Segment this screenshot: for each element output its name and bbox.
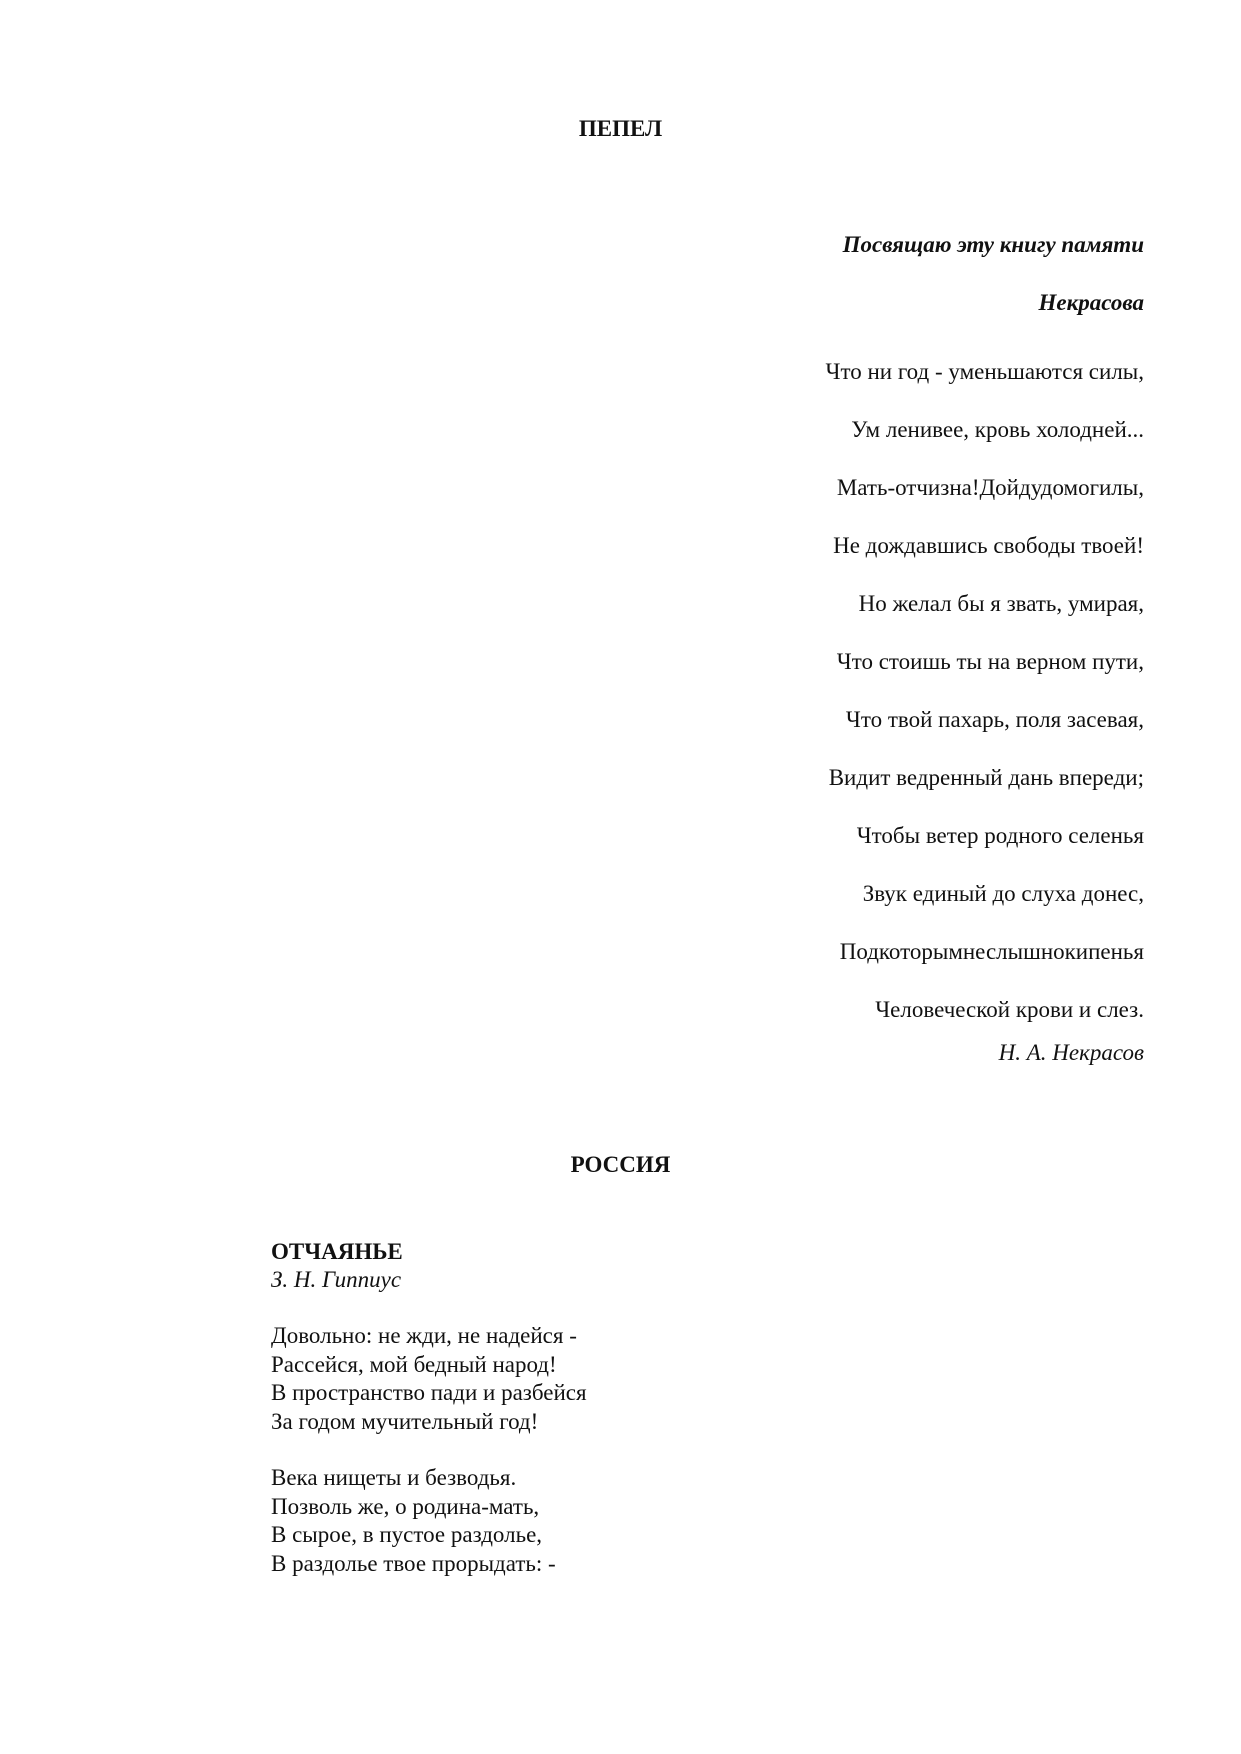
poem-line: В сырое, в пустое раздолье, <box>271 1522 543 1547</box>
epigraph-line: Чтобы ветер родного селенья <box>856 823 1144 848</box>
poem-line: Позволь же, о родина-мать, <box>271 1493 540 1519</box>
epigraph-line: Не дождавшись свободы твоей! <box>833 533 1144 558</box>
poem-line: Рассейся, мой бедный народ! <box>271 1351 557 1377</box>
section-title: РОССИЯ <box>570 1152 671 1177</box>
epigraph-line: Что стоишь ты на верном пути, <box>836 649 1144 674</box>
epigraph <box>826 343 1145 1039</box>
poem-line: За годом мучительный год! <box>271 1408 539 1434</box>
epigraph-line: Ум ленивее, кровь холодней... <box>851 417 1144 442</box>
epigraph-line: Подкоторымнеслышнокипенья <box>839 939 1144 964</box>
epigraph-line: Что твой пахарь, поля засевая, <box>845 707 1144 732</box>
poem-author: З. Н. Гиппиус <box>271 1267 402 1292</box>
epigraph-line: Что ни год - уменьшаются силы, <box>825 359 1144 384</box>
dedication-line-2: Некрасова <box>1038 290 1144 315</box>
epigraph-line: Но желал бы я звать, умирая, <box>858 591 1144 616</box>
stanza <box>271 1464 587 1578</box>
poem-line: В раздолье твое прорыдать: - <box>271 1550 556 1576</box>
stanza <box>271 1322 587 1436</box>
poem-title: ОТЧАЯНЬЕ <box>271 1239 403 1264</box>
poem-line: Века нищеты и безводья. <box>271 1465 517 1490</box>
poem <box>271 1238 587 1578</box>
epigraph-line: Человеческой крови и слез. <box>875 997 1144 1022</box>
epigraph-author: Н. А. Некрасов <box>998 1040 1144 1065</box>
poem-line: Довольно: не жди, не надейся - <box>271 1323 577 1348</box>
book-title: ПЕПЕЛ <box>578 116 663 141</box>
dedication-line-1: Посвящаю эту книгу памяти <box>842 232 1144 257</box>
epigraph-line: Мать-отчизна!Дойдудомогилы, <box>836 475 1144 500</box>
epigraph-line: Видит ведренный дань впереди; <box>828 765 1144 790</box>
poem-line: В пространство пади и разбейся <box>271 1380 587 1405</box>
epigraph-line: Звук единый до слуха донес, <box>862 881 1144 906</box>
